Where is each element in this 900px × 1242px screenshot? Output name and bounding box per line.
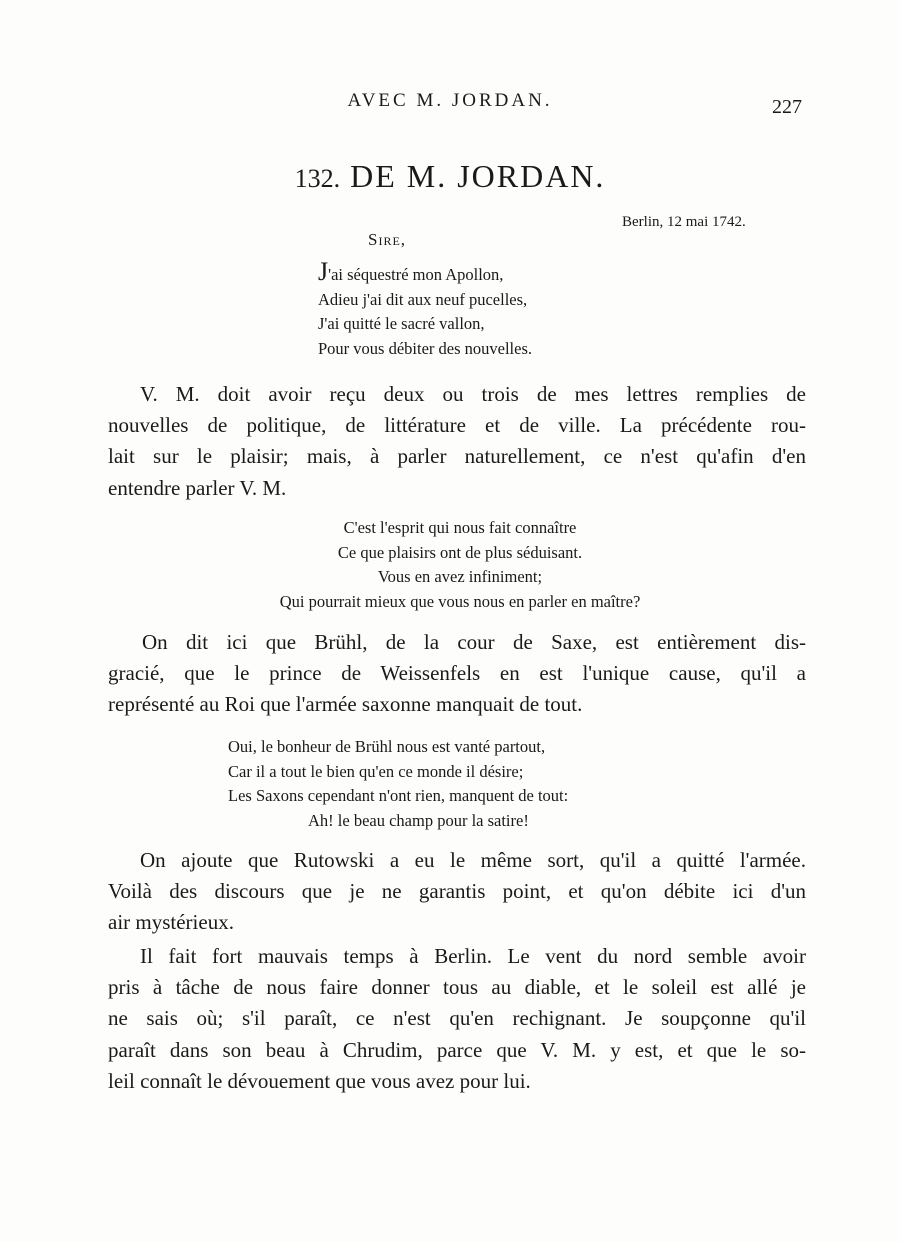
verse-block-3 (228, 735, 568, 833)
text-line: leil connaît le dévouement que vous avez pour lui. (108, 1068, 531, 1093)
letter-title (0, 158, 900, 195)
text-line: paraît dans son beau à Chrudim, parce que V. M. y est, et que le so- (108, 1037, 806, 1062)
dateline: Berlin, 12 mai 1742. (622, 214, 746, 230)
text-line: ne sais où; s'il paraît, ce n'est qu'en rechignant. Je soupçonne qu'il (108, 1006, 806, 1031)
verse-line: J'ai quitté le sacré vallon, (318, 314, 485, 333)
running-head: AVEC M. JORDAN. (347, 90, 553, 111)
verse-line: Ce que plaisirs ont de plus séduisant. (337, 542, 583, 562)
text-line: On dit ici que Brühl, de la cour de Saxe, est entièrement dis- (142, 630, 806, 654)
text-line: représenté au Roi que l'armée saxonne manquait de tout. (108, 692, 583, 717)
paragraph-2 (108, 627, 806, 721)
text-line: lait sur le plaisir; mais, à parler naturellement, ce n'est qu'afin d'en (108, 444, 806, 469)
text-line: entendre parler V. M. (108, 475, 287, 500)
text-line: nouvelles de politique, de littérature et de ville. La précédente rou- (108, 413, 806, 438)
verse-block-1 (318, 257, 533, 361)
verse-line: Adieu j'ai dit aux neuf pucelles, (318, 289, 528, 309)
text-line: V. M. doit avoir reçu deux ou trois de mes lettres remplies de (140, 382, 806, 406)
verse-line: C'est l'esprit qui nous fait connaître (343, 518, 577, 537)
verse-line: Qui pourrait mieux que vous nous en parler en maître? (279, 591, 641, 611)
page-number: 227 (772, 96, 802, 118)
verse-line: Vous en avez infiniment; (377, 567, 543, 586)
text-line: Voilà des discours que je ne garantis point, et qu'on débite ici d'un (108, 879, 806, 904)
letter-heading: DE M. JORDAN. (350, 158, 606, 194)
verse-line: Ah! le beau champ pour la satire! (308, 810, 529, 830)
verse-line: Les Saxons cependant n'ont rien, manquent de tout: (228, 786, 569, 805)
salutation: Sire, (368, 230, 407, 249)
text-line: Il fait fort mauvais temps à Berlin. Le vent du nord semble avoir (140, 944, 806, 968)
verse-line: Car il a tout le bien qu'en ce monde il désire; (228, 761, 524, 781)
text-line: On ajoute que Rutowski a eu le même sort, qu'il a quitté l'armée. (140, 848, 806, 872)
paragraph-4 (108, 941, 806, 1097)
verse-block-2 (212, 516, 708, 614)
letter-number: 132. (294, 164, 341, 193)
text-line: gracié, que le prince de Weissenfels en est l'unique cause, qu'il a (108, 661, 806, 686)
verse-line: Pour vous débiter des nouvelles. (318, 338, 533, 358)
verse-line: Oui, le bonheur de Brühl nous est vanté partout, (228, 737, 546, 756)
text-line: pris à tâche de nous faire donner tous au diable, et le soleil est allé je (108, 975, 806, 1000)
drop-cap: J (318, 257, 329, 286)
text-line: air mystérieux. (108, 910, 234, 935)
paragraph-3 (108, 845, 806, 939)
verse-line: J'ai séquestré mon Apollon, (318, 257, 504, 286)
paragraph-1 (108, 379, 806, 504)
